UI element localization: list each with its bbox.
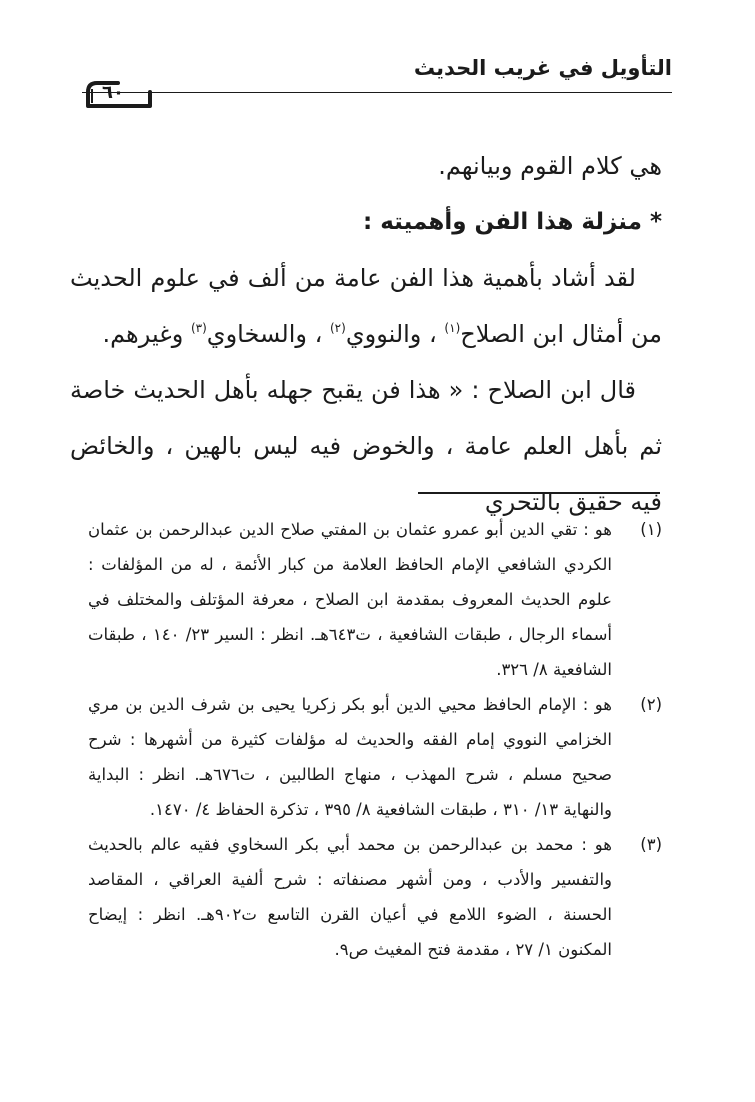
footnote-number: (٢) bbox=[640, 695, 662, 714]
footnote-3 bbox=[88, 827, 662, 967]
paragraph-quote: قال ابن الصلاح : « هذا فن يقبح جهله بأهل الحديث خاصة ثم بأهل العلم عامة ، والخوض فيه ليس بالهين ، والخائض فيه حقيق بالتحري bbox=[70, 376, 662, 516]
footnote-text: هو : محمد بن عبدالرحمن بن محمد أبي بكر السخاوي فقيه عالم بالحديث والتفسير والأدب ، ومن أشهر مصنفاته : شرح ألفية العراقي ، المقاصد الحسنة ، الضوء اللامع في أعيان القرن التاسع ت٩٠٢هـ. انظر : إيضاح المكنون ١/ ٢٧ ، مقدمة فتح المغيث ص٩. bbox=[88, 835, 612, 959]
intro-line: هي كلام القوم وبيانهم. bbox=[438, 152, 662, 180]
main-text bbox=[70, 138, 662, 530]
paragraph-text: ، والنووي bbox=[345, 320, 437, 348]
section-heading bbox=[70, 194, 662, 250]
footnote-number: (١) bbox=[640, 520, 662, 539]
asterisk-icon: * bbox=[649, 209, 662, 235]
footnote-separator bbox=[418, 492, 660, 494]
header-rule bbox=[82, 92, 672, 93]
page-number-frame bbox=[82, 78, 152, 110]
footnote-1 bbox=[88, 512, 662, 687]
running-header bbox=[82, 52, 672, 112]
footnote-reference-1[interactable]: (١) bbox=[444, 321, 461, 335]
footnote-text: هو : الإمام الحافظ محيي الدين أبو بكر زكريا يحيى بن شرف الدين بن مري الخزامي النووي إمام الفقه والحديث له مؤلفات كثيرة من أشهرها : شرح صحيح مسلم ، شرح المهذب ، منهاج الطالبين ، ت٦٧٦هـ. انظر : البداية والنهاية ١٣/ ٣١٠ ، طبقات الشافعية ٨/ ٣٩٥ ، تذكرة الحفاظ ٤/ ١٤٧٠. bbox=[88, 695, 612, 819]
paragraph-text: لقد أشاد بأهمية هذا الفن عامة من ألف في علوم الحديث من أمثال ابن الصلاح bbox=[70, 264, 662, 348]
footnote-reference-2[interactable]: (٢) bbox=[329, 321, 346, 335]
footnotes bbox=[88, 512, 662, 967]
footnote-text: هو : تقي الدين أبو عمرو عثمان بن المفتي صلاح الدين عبدالرحمن بن عثمان الكردي الشافعي الإمام الحافظ العلامة من كبار الأئمة ، له من المؤلفات : علوم الحديث المعروف بمقدمة ابن الصلاح ، معرفة المؤتلف والمختلف في أسماء الرجال ، طبقات الشافعية ، ت٦٤٣هـ. انظر : السير ٢٣/ ١٤٠ ، طبقات الشافعية ٨/ ٣٢٦. bbox=[88, 520, 612, 679]
footnote-2 bbox=[88, 687, 662, 827]
section-heading-text: منزلة هذا الفن وأهميته : bbox=[363, 209, 642, 235]
footnote-reference-3[interactable]: (٣) bbox=[190, 321, 207, 335]
paragraph-importance bbox=[70, 250, 662, 362]
paragraph-text: ، والسخاوي bbox=[206, 320, 323, 348]
footnote-number: (٣) bbox=[640, 835, 662, 854]
book-title: التأويل في غريب الحديث bbox=[413, 56, 672, 80]
paragraph-text: وغيرهم. bbox=[102, 320, 184, 348]
page-number: ٦٠ bbox=[102, 82, 124, 103]
